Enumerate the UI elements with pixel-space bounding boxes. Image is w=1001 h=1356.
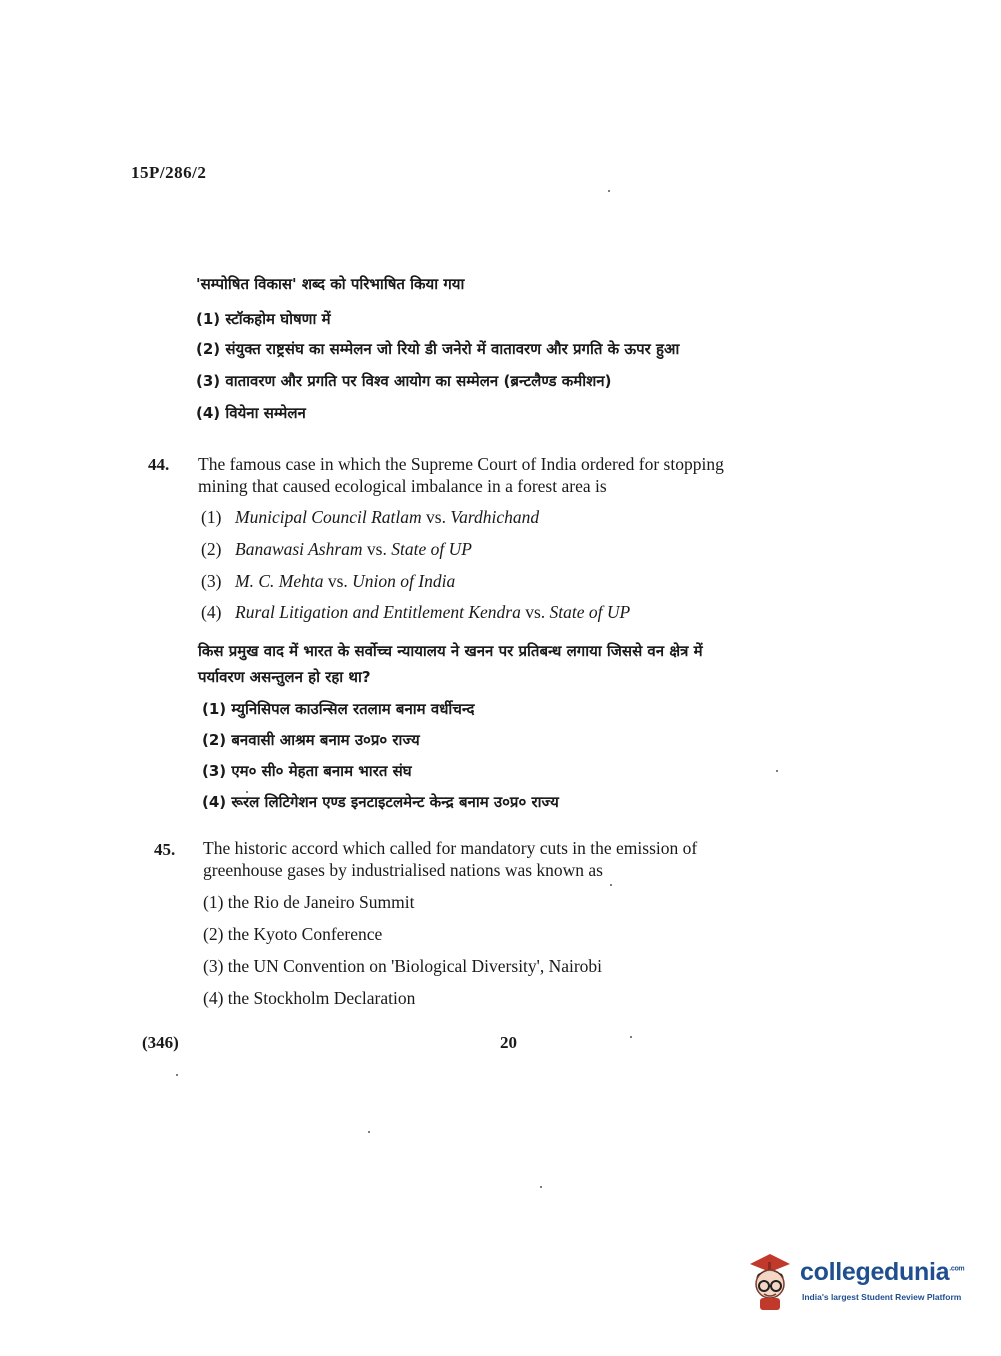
footer-code: (346): [142, 1033, 179, 1052]
versus: vs.: [366, 539, 387, 559]
q45-option-1: (1) the Rio de Janeiro Summit: [203, 892, 415, 912]
option-number: (4): [201, 602, 222, 622]
option-number: (3): [201, 571, 222, 591]
option-number: (2): [201, 539, 222, 559]
q44-option-3: [201, 571, 455, 592]
q43-hindi-option-4: (4) वियेना सम्मेलन: [196, 404, 306, 422]
party-a: Rural Litigation and Entitlement Kendra: [235, 602, 521, 622]
q44-stem: [198, 453, 724, 497]
brand-name: collegedunia: [800, 1258, 950, 1286]
q44-hindi-option-3: (3) एम० सी० मेहता बनाम भारत संघ: [202, 762, 412, 780]
q45-number: 45.: [154, 840, 176, 859]
party-b: State of UP: [391, 539, 472, 559]
q44-number: 44.: [148, 455, 170, 474]
q43-hindi-option-2: (2) संयुक्त राष्ट्रसंघ का सम्मेलन जो रियो डी जनेरो में वातावरण और प्रगति के ऊपर हुआ: [196, 340, 680, 358]
scan-speck: [630, 1036, 632, 1038]
scan-speck: [246, 791, 248, 793]
q44-option-1: [201, 507, 539, 528]
q44-hindi-option-4: (4) रूरल लिटिगेशन एण्ड इनटाइटलमेन्ट केन्द्र बनाम उ०प्र० राज्य: [202, 793, 559, 811]
scan-speck: [610, 884, 612, 886]
party-a: Banawasi Ashram: [235, 539, 363, 559]
q45-option-4: (4) the Stockholm Declaration: [203, 988, 416, 1008]
q44-stem-line-2: mining that caused ecological imbalance in a forest area is: [198, 476, 607, 496]
q44-hindi-stem-line-1: किस प्रमुख वाद में भारत के सर्वोच्च न्यायालय ने खनन पर प्रतिबन्ध लगाया जिससे वन क्षेत्र में: [198, 642, 703, 660]
brand-wordmark: [800, 1258, 964, 1287]
scan-speck: [776, 770, 778, 772]
q44-hindi-stem: [198, 638, 703, 690]
q44-hindi-stem-line-2: पर्यावरण असन्तुलन हो रहा था?: [198, 668, 371, 686]
scan-speck: [368, 1131, 370, 1133]
q44-option-4: [201, 602, 630, 623]
q43-hindi-option-1: (1) स्टॉकहोम घोषणा में: [196, 310, 331, 328]
q44-stem-line-1: The famous case in which the Supreme Court of India ordered for stopping: [198, 454, 724, 474]
versus: vs.: [525, 602, 546, 622]
q44-hindi-option-2: (2) बनवासी आश्रम बनाम उ०प्र० राज्य: [202, 731, 420, 749]
q45-stem-line-1: The historic accord which called for mandatory cuts in the emission of: [203, 838, 698, 858]
paper-code: 15P/286/2: [131, 163, 207, 182]
q45-stem: [203, 837, 697, 881]
page-number: 20: [500, 1033, 517, 1052]
party-a: Municipal Council Ratlam: [235, 507, 422, 527]
q44-hindi-option-1: (1) म्युनिसिपल काउन्सिल रतलाम बनाम वर्धीचन्द: [202, 700, 475, 718]
q45-option-3: (3) the UN Convention on 'Biological Diversity', Nairobi: [203, 956, 603, 976]
scan-speck: [176, 1074, 178, 1076]
scan-speck: [540, 1186, 542, 1188]
scan-speck: [608, 190, 610, 192]
mascot-icon: [742, 1250, 798, 1314]
q45-option-2: (2) the Kyoto Conference: [203, 924, 383, 944]
party-b: Union of India: [352, 571, 456, 591]
versus: vs.: [327, 571, 348, 591]
brand-tagline: India's largest Student Review Platform: [802, 1292, 962, 1302]
party-b: State of UP: [549, 602, 631, 622]
versus: vs.: [426, 507, 446, 527]
q43-hindi-stem: 'सम्पोषित विकास' शब्द को परिभाषित किया गया: [196, 275, 465, 293]
party-a: M. C. Mehta: [235, 571, 324, 591]
q45-stem-line-2: greenhouse gases by industrialised nations was known as: [203, 860, 603, 880]
option-number: (1): [201, 507, 222, 527]
party-b: Vardhichand: [450, 507, 540, 527]
q44-option-2: [201, 539, 472, 560]
brand-domain: .com: [949, 1265, 965, 1273]
collegedunia-watermark: [742, 1250, 972, 1320]
q43-hindi-option-3: (3) वातावरण और प्रगति पर विश्व आयोग का सम्मेलन (ब्रन्टलैण्ड कमीशन): [196, 372, 612, 390]
